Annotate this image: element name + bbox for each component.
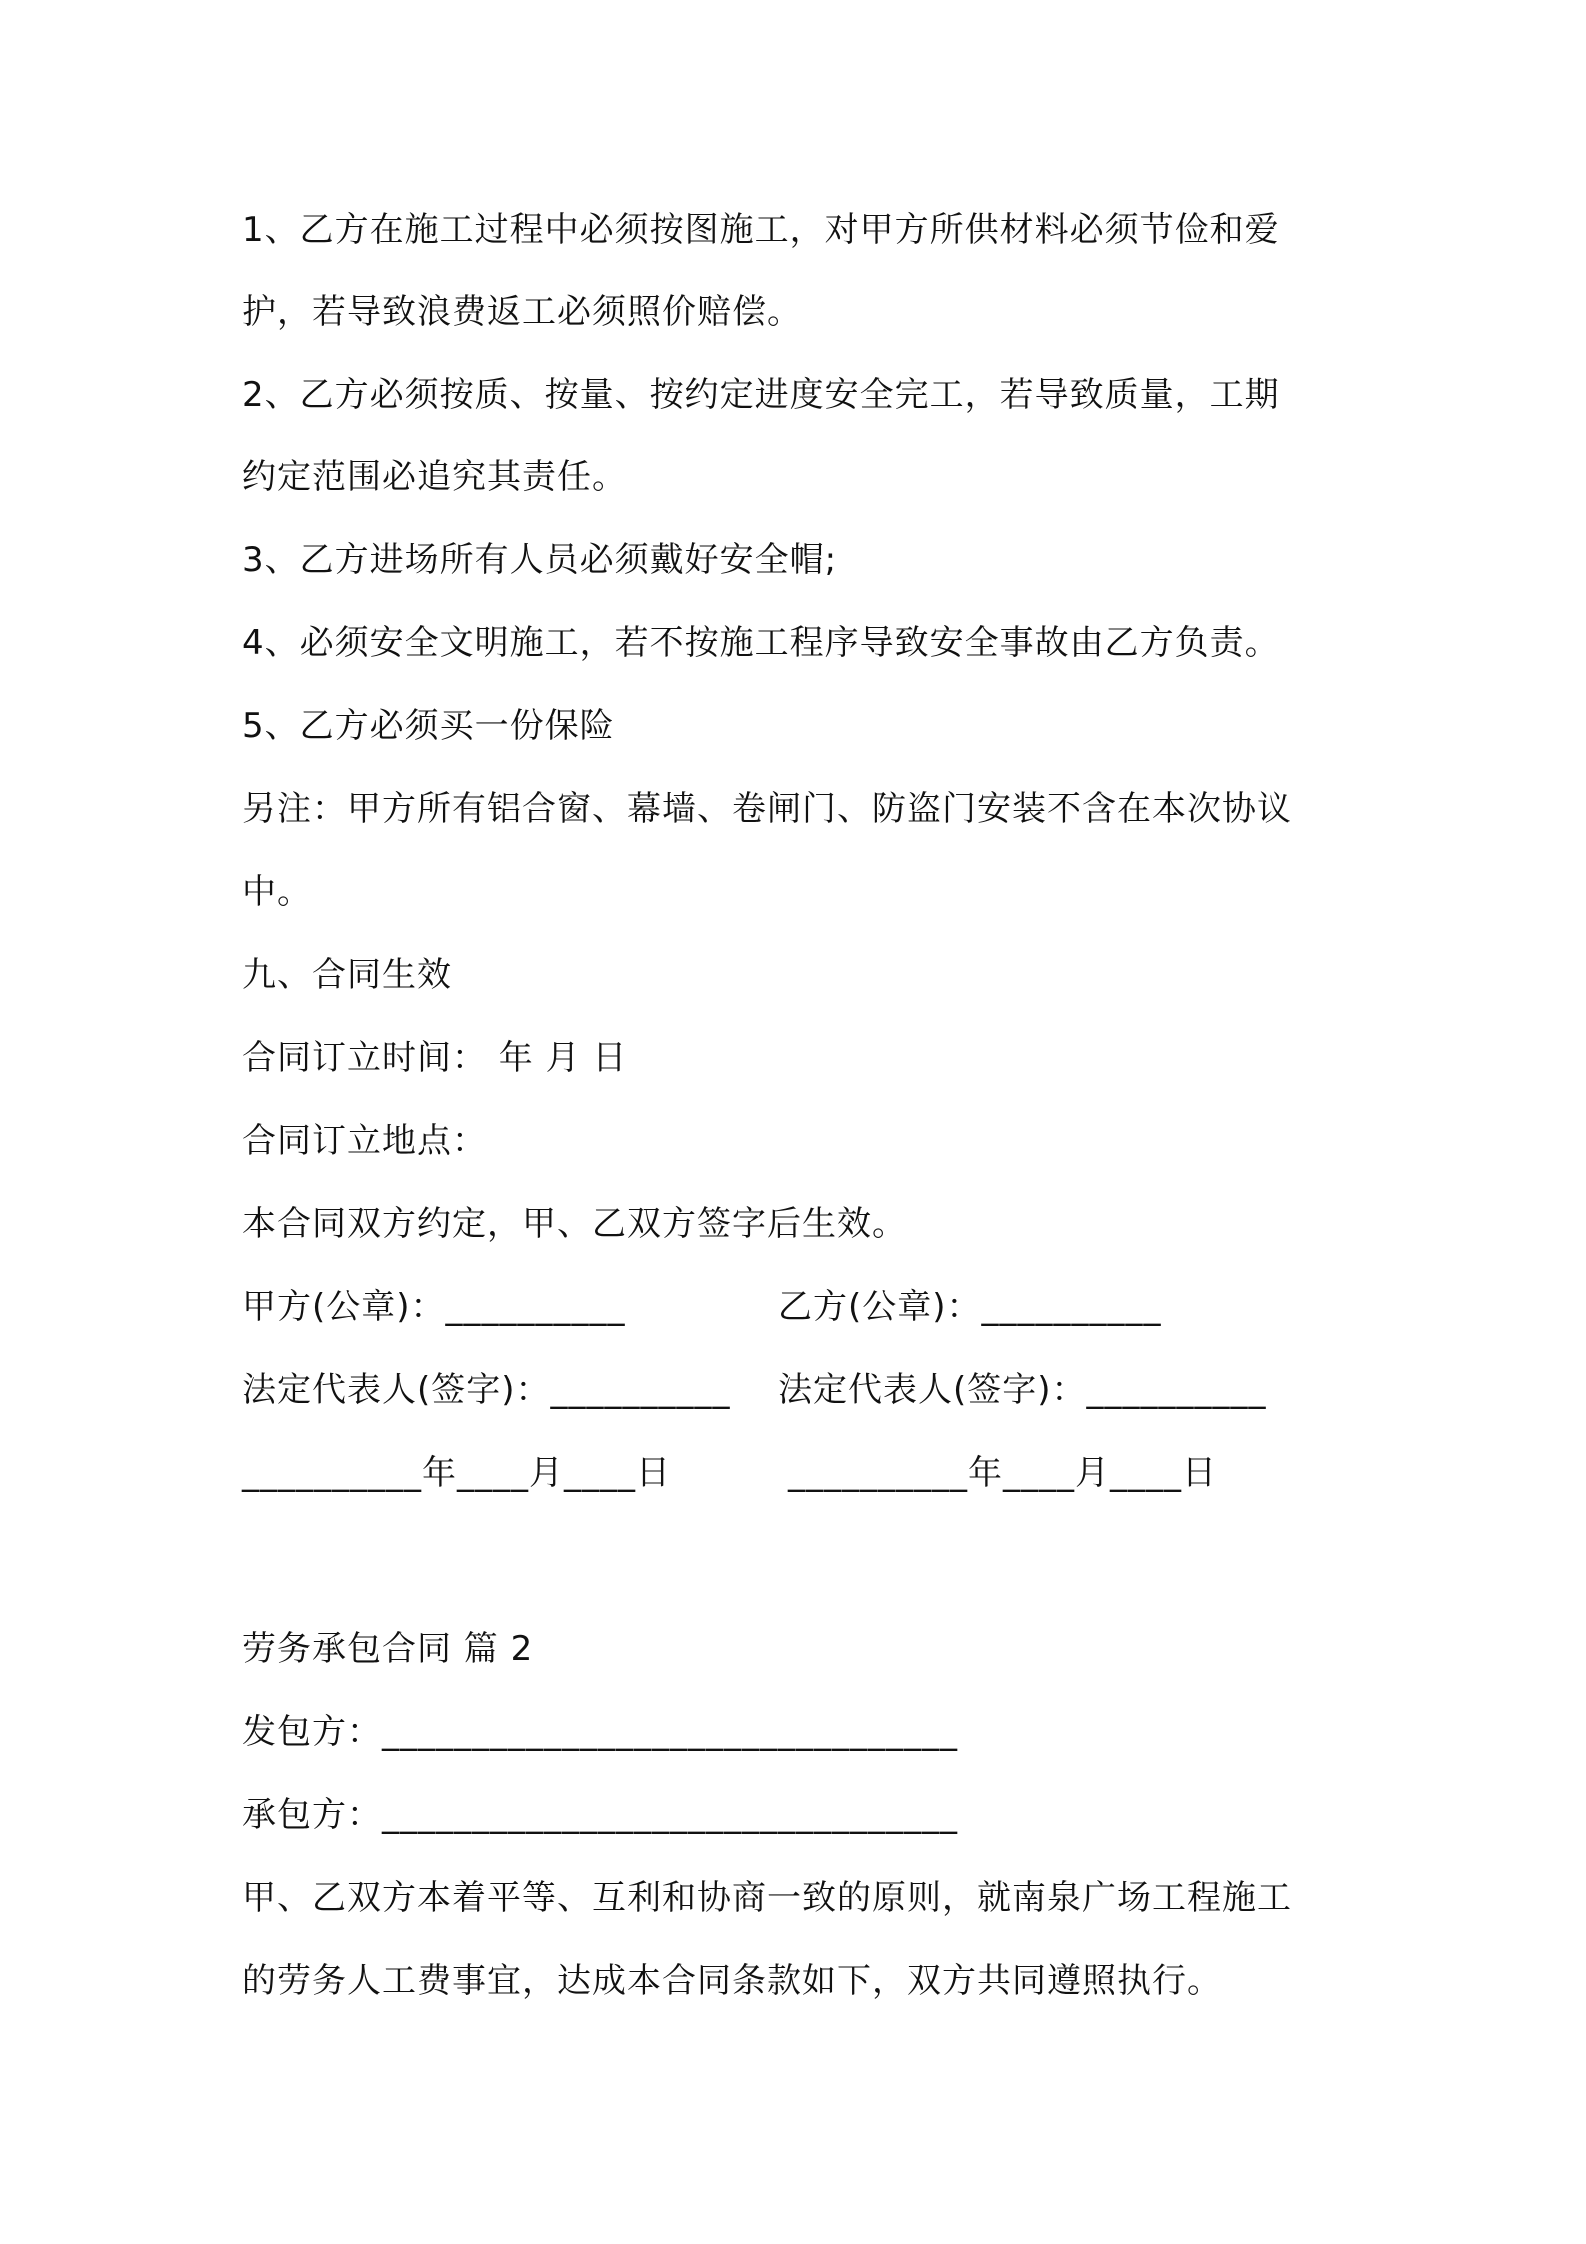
clause-1-line-2: 护，若导致浪费返工必须照价赔偿。 <box>242 292 802 332</box>
clause-5: 5、乙方必须买一份保险 <box>242 706 615 746</box>
clause-3: 3、乙方进场所有人员必须戴好安全帽; <box>242 540 838 580</box>
note-line-1: 另注：甲方所有铝合窗、幕墙、卷闸门、防盗门安装不含在本次协议 <box>242 789 1292 829</box>
contract-2-title: 劳务承包合同 篇 2 <box>242 1629 534 1669</box>
contract-2-intro-line-2: 的劳务人工费事宜，达成本合同条款如下，双方共同遵照执行。 <box>242 1961 1222 2001</box>
sign-time: 合同订立时间： 年 月 日 <box>242 1038 628 1078</box>
party-a-seal: 甲方(公章)：__________ <box>242 1287 626 1327</box>
clause-2-line-1: 2、乙方必须按质、按量、按约定进度安全完工，若导致质量，工期 <box>242 375 1280 415</box>
clause-2-line-2: 约定范围必追究其责任。 <box>242 457 627 497</box>
note-line-2: 中。 <box>242 872 312 912</box>
party-a-date: __________年____月____日 <box>242 1453 671 1493</box>
contractor-line: 承包方：________________________________ <box>242 1795 958 1835</box>
section-heading-effect: 九、合同生效 <box>242 955 452 995</box>
clause-1-line-1: 1、乙方在施工过程中必须按图施工，对甲方所供材料必须节俭和爱 <box>242 210 1280 250</box>
party-a-representative: 法定代表人(签字)：__________ <box>242 1370 731 1410</box>
party-b-representative: 法定代表人(签字)：__________ <box>778 1370 1267 1410</box>
clause-4: 4、必须安全文明施工，若不按施工程序导致安全事故由乙方负责。 <box>242 623 1280 663</box>
party-b-date: __________年____月____日 <box>788 1453 1217 1493</box>
party-b-seal: 乙方(公章)：__________ <box>778 1287 1162 1327</box>
employer-line: 发包方：________________________________ <box>242 1712 958 1752</box>
effect-statement: 本合同双方约定，甲、乙双方签字后生效。 <box>242 1204 907 1244</box>
sign-place: 合同订立地点： <box>242 1121 487 1161</box>
contract-2-intro-line-1: 甲、乙双方本着平等、互利和协商一致的原则，就南泉广场工程施工 <box>242 1878 1292 1918</box>
